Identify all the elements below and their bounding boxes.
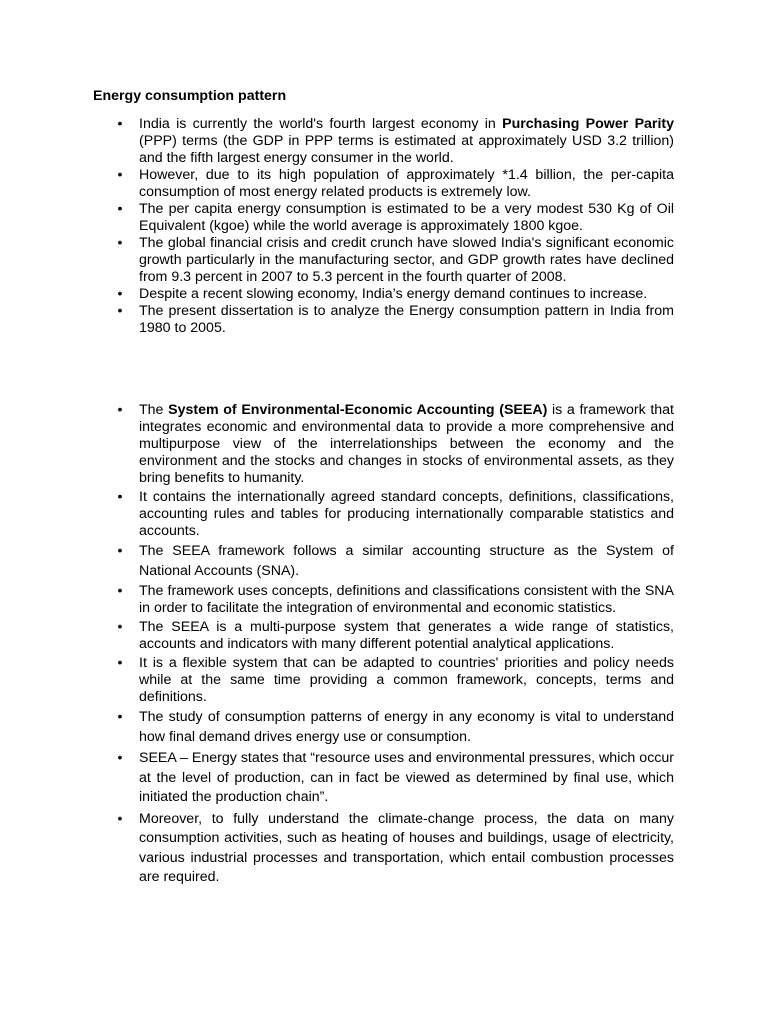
item-text: Moreover, to fully understand the climate-change process, the data on many consumption activities, such as heating of houses and buildings, usage of electricity, various industrial processes and transportation, which entail combustion processes are required. [139,810,674,885]
item-text-after: (PPP) terms (the GDP in PPP terms is estimated at approximately USD 3.2 trillion) and the fifth largest energy consumer in the world. [139,133,674,166]
bullet-list-energy [0,116,768,337]
list-item [0,116,768,167]
item-text-bold: System of Environmental-Economic Accounting (SEEA) [168,402,548,418]
bullet-icon: • [117,750,123,766]
list-item [0,402,768,487]
list-item [0,542,768,581]
bullet-icon: • [117,167,123,183]
list-item [0,286,768,303]
bullet-icon: • [117,583,123,599]
bullet-icon: • [117,235,123,251]
item-text: It contains the internationally agreed standard concepts, definitions, classifications, accounting rules and tables for producing internationally comparable statistics and accounts. [139,489,674,539]
list-item [0,708,768,747]
bullet-icon: • [117,810,123,827]
list-item [0,167,768,201]
list-item [0,619,768,653]
item-text: The per capita energy consumption is estimated to be a very modest 530 Kg of Oil Equivalent (kgoe) while the world average is approximately 1800 kgoe. [139,201,674,234]
item-text-before: The [139,402,169,418]
bullet-icon: • [117,201,123,217]
bullet-icon: • [117,619,123,635]
item-text: It is a flexible system that can be adapted to countries' priorities and policy needs while at the same time providing a common framework, concepts, terms and definitions. [139,655,674,705]
list-item [0,489,768,540]
list-item [0,810,768,888]
bullet-list-seea [0,402,768,890]
item-text: The SEEA is a multi-purpose system that generates a wide range of statistics, accounts and indicators with many different potential analytical applications. [139,619,674,652]
list-item [0,201,768,235]
bullet-icon: • [117,655,123,671]
list-item [0,749,768,808]
item-text-bold: Purchasing Power Parity [502,116,674,132]
bullet-icon: • [117,709,123,725]
item-text-after: is a framework that integrates economic and environmental data to provide a more comprehensive and multipurpose view of the interrelationships between the economy and the environment and the stocks and changes in stocks of environmental assets, as they bring benefits to humanity. [139,402,675,486]
item-text-before: India is currently the world's fourth largest economy in [139,116,503,132]
item-text: SEEA – Energy states that “resource uses and environmental pressures, which occur at the level of production, can in fact be viewed as determined by final use, which initiated the production chain”. [139,750,674,805]
bullet-icon: • [117,116,123,132]
item-text: The framework uses concepts, definitions and classifications consistent with the SNA in order to facilitate the integration of environmental and economic statistics. [139,583,674,616]
item-text: The SEEA framework follows a similar accounting structure as the System of National Accounts (SNA). [139,543,674,579]
list-item [0,303,768,337]
item-text: The present dissertation is to analyze the Energy consumption pattern in India from 1980 to 2005. [139,303,674,336]
list-item [0,235,768,286]
list-item [0,583,768,617]
item-text: The study of consumption patterns of energy in any economy is vital to understand how final demand drives energy use or consumption. [139,709,674,745]
section-heading: Energy consumption pattern [93,88,287,104]
bullet-icon: • [117,402,123,418]
item-text: The global financial crisis and credit crunch have slowed India's significant economic growth particularly in the manufacturing sector, and GDP growth rates have declined from 9.3 percent in 2007 to 5.3 percent in the fourth quarter of 2008. [139,235,674,285]
list-item [0,655,768,706]
bullet-icon: • [117,303,123,319]
item-text: However, due to its high population of approximately *1.4 billion, the per-capita consumption of most energy related products is extremely low. [139,167,674,200]
bullet-icon: • [117,286,123,302]
item-text: Despite a recent slowing economy, India’s energy demand continues to increase. [139,286,648,302]
bullet-icon: • [117,543,123,559]
bullet-icon: • [117,489,123,505]
